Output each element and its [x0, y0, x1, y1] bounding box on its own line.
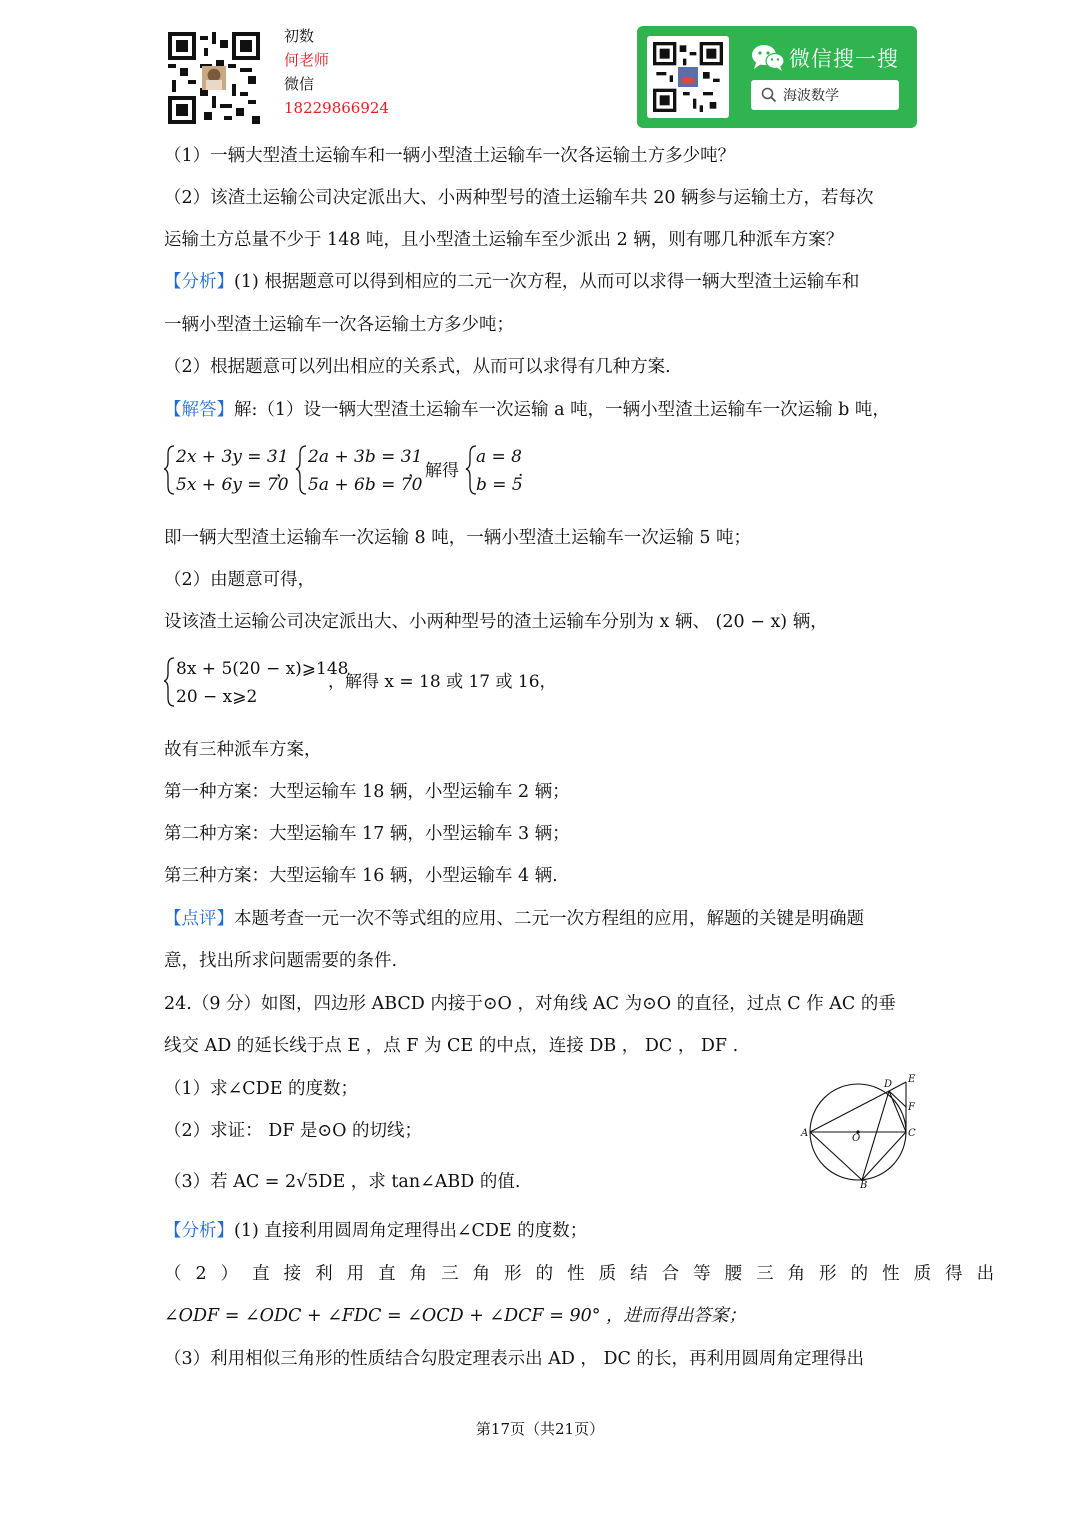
svg-text:，: ， [276, 461, 293, 481]
inequality-result: ，解得 x = 18 或 17 或 16， [328, 672, 557, 692]
figure-label-f: F [908, 1102, 915, 1113]
answer-result-1: 即一辆大型渣土运输车一次运输 8 吨，一辆小型渣土运输车一次运输 5 吨； [164, 528, 752, 548]
question-24-part-2: （2）求证： DF 是⊙O 的切线； [164, 1121, 423, 1141]
system3-line1: a = 8 [476, 447, 523, 467]
wechat-logo-icon [751, 44, 785, 76]
analysis-24-line-1 [164, 1217, 587, 1242]
question-24-part-1: （1）求∠CDE 的度数； [164, 1079, 359, 1099]
search-icon [761, 87, 777, 103]
question-2-line-1: （2）该渣土运输公司决定派出大、小两种型号的渣土运输车共 20 辆参与运输土方，若每次 [164, 188, 874, 208]
inequality-line1: 8x + 5(20 − x)⩾148 [176, 659, 349, 679]
figure-label-c: C [908, 1128, 916, 1139]
wechat-search-card[interactable] [637, 26, 917, 128]
analysis-24-line-2: （2）直接利用直角三角形的性质结合等腰三角形的性质得出 [164, 1264, 1009, 1284]
analysis-24-line-4: （3）利用相似三角形的性质结合勾股定理表示出 AD ， DC 的长，再利用圆周角定理得出 [164, 1349, 864, 1369]
wechat-label: 微信 [284, 75, 315, 93]
contact-block [284, 24, 389, 120]
analysis-tag: 【分析】 [164, 272, 234, 292]
system2-line1: 2a + 3b = 31 [308, 447, 423, 467]
answer-text-1: 解:（1）设一辆大型渣土运输车一次运输 a 吨，一辆小型渣土运输车一次运输 b 吨， [234, 400, 890, 420]
system2-line2: 5a + 6b = 70 [308, 475, 423, 495]
answer-tag: 【解答】 [164, 400, 234, 420]
question-2-line-2: 运输土方总量不少于 148 吨，且小型渣土运输车至少派出 2 辆，则有哪几种派车方案？ [164, 230, 844, 250]
equation-systems [164, 440, 544, 504]
analysis-24-tag: 【分析】 [164, 1221, 234, 1241]
answer-2-intro: （2）由题意可得， [164, 570, 316, 590]
comment-text-1: 本题考查一元一次不等式组的应用、二元一次方程组的应用，解题的关键是明确题 [234, 909, 864, 929]
plan-2: 第二种方案：大型运输车 17 辆，小型运输车 3 辆； [164, 824, 570, 844]
page-footer: 第17页（共21页） [475, 1420, 605, 1438]
system3-line2: b = 5 [476, 475, 523, 495]
svg-text:.: . [518, 461, 524, 481]
answer-2-set: 设该渣土运输公司决定派出大、小两种型号的渣土运输车分别为 x 辆、 (20 − x) 辆， [164, 612, 828, 632]
analysis-24-line-3: ∠ODF = ∠ODC + ∠FDC = ∠OCD + ∠DCF = 90° ，进而得出答案； [164, 1306, 747, 1326]
solve-word: ，解得 [408, 461, 459, 481]
question-24-line-1: 24.（9 分）如图，四边形 ABCD 内接于⊙O ，对角线 AC 为⊙O 的直径，过点 C 作 AC 的垂 [164, 994, 896, 1014]
system1-line1: 2x + 3y = 31 [176, 447, 289, 467]
comment-line-1 [164, 905, 864, 930]
analysis-24-text-1: (1) 直接利用圆周角定理得出∠CDE 的度数； [234, 1221, 588, 1241]
question-24-line-2: 线交 AD 的延长线于点 E ，点 F 为 CE 的中点，连接 DB ， DC ， DF . [164, 1036, 739, 1056]
qr-code-left [168, 32, 260, 124]
question-24-part-3: （3）若 AC = 2√5DE ，求 tan∠ABD 的值. [164, 1172, 521, 1192]
analysis-line-1 [164, 268, 859, 293]
wechat-search-title: 微信搜一搜 [789, 47, 899, 71]
figure-label-a: A [801, 1128, 809, 1139]
figure-label-d: D [884, 1079, 893, 1090]
analysis-line-3: （2）根据题意可以列出相应的关系式，从而可以求得有几种方案. [164, 357, 671, 377]
inequality-line2: 20 − x⩾2 [176, 687, 258, 707]
figure-label-e: E [908, 1074, 916, 1085]
geometry-figure [800, 1068, 922, 1194]
analysis-text-1: (1) 根据题意可以得到相应的二元一次方程，从而可以求得一辆大型渣土运输车和 [234, 272, 860, 292]
question-1: （1）一辆大型渣土运输车和一辆小型渣土运输车一次各运输土方多少吨？ [164, 146, 736, 166]
analysis-line-2: 一辆小型渣土运输车一次各运输土方多少吨； [164, 315, 514, 335]
comment-line-2: 意，找出所求问题需要的条件. [164, 951, 398, 971]
wechat-search-text: 海波数学 [783, 88, 839, 104]
system1-line2: 5x + 6y = 70 [176, 475, 289, 495]
figure-label-b: B [860, 1180, 868, 1190]
figure-label-o: O [852, 1133, 861, 1144]
wechat-search-box[interactable] [751, 80, 899, 110]
comment-tag: 【点评】 [164, 909, 234, 929]
plan-1: 第一种方案：大型运输车 18 辆，小型运输车 2 辆； [164, 782, 570, 802]
qr-code-wechat [647, 36, 729, 118]
plans-intro: 故有三种派车方案， [164, 740, 322, 760]
answer-line-1 [164, 396, 890, 421]
plan-3: 第三种方案：大型运输车 16 辆，小型运输车 4 辆. [164, 866, 558, 886]
subject-label: 初数 [284, 27, 315, 45]
inequality-system [164, 652, 564, 716]
teacher-name: 何老师 [284, 51, 330, 69]
phone-number: 18229866924 [284, 99, 389, 117]
